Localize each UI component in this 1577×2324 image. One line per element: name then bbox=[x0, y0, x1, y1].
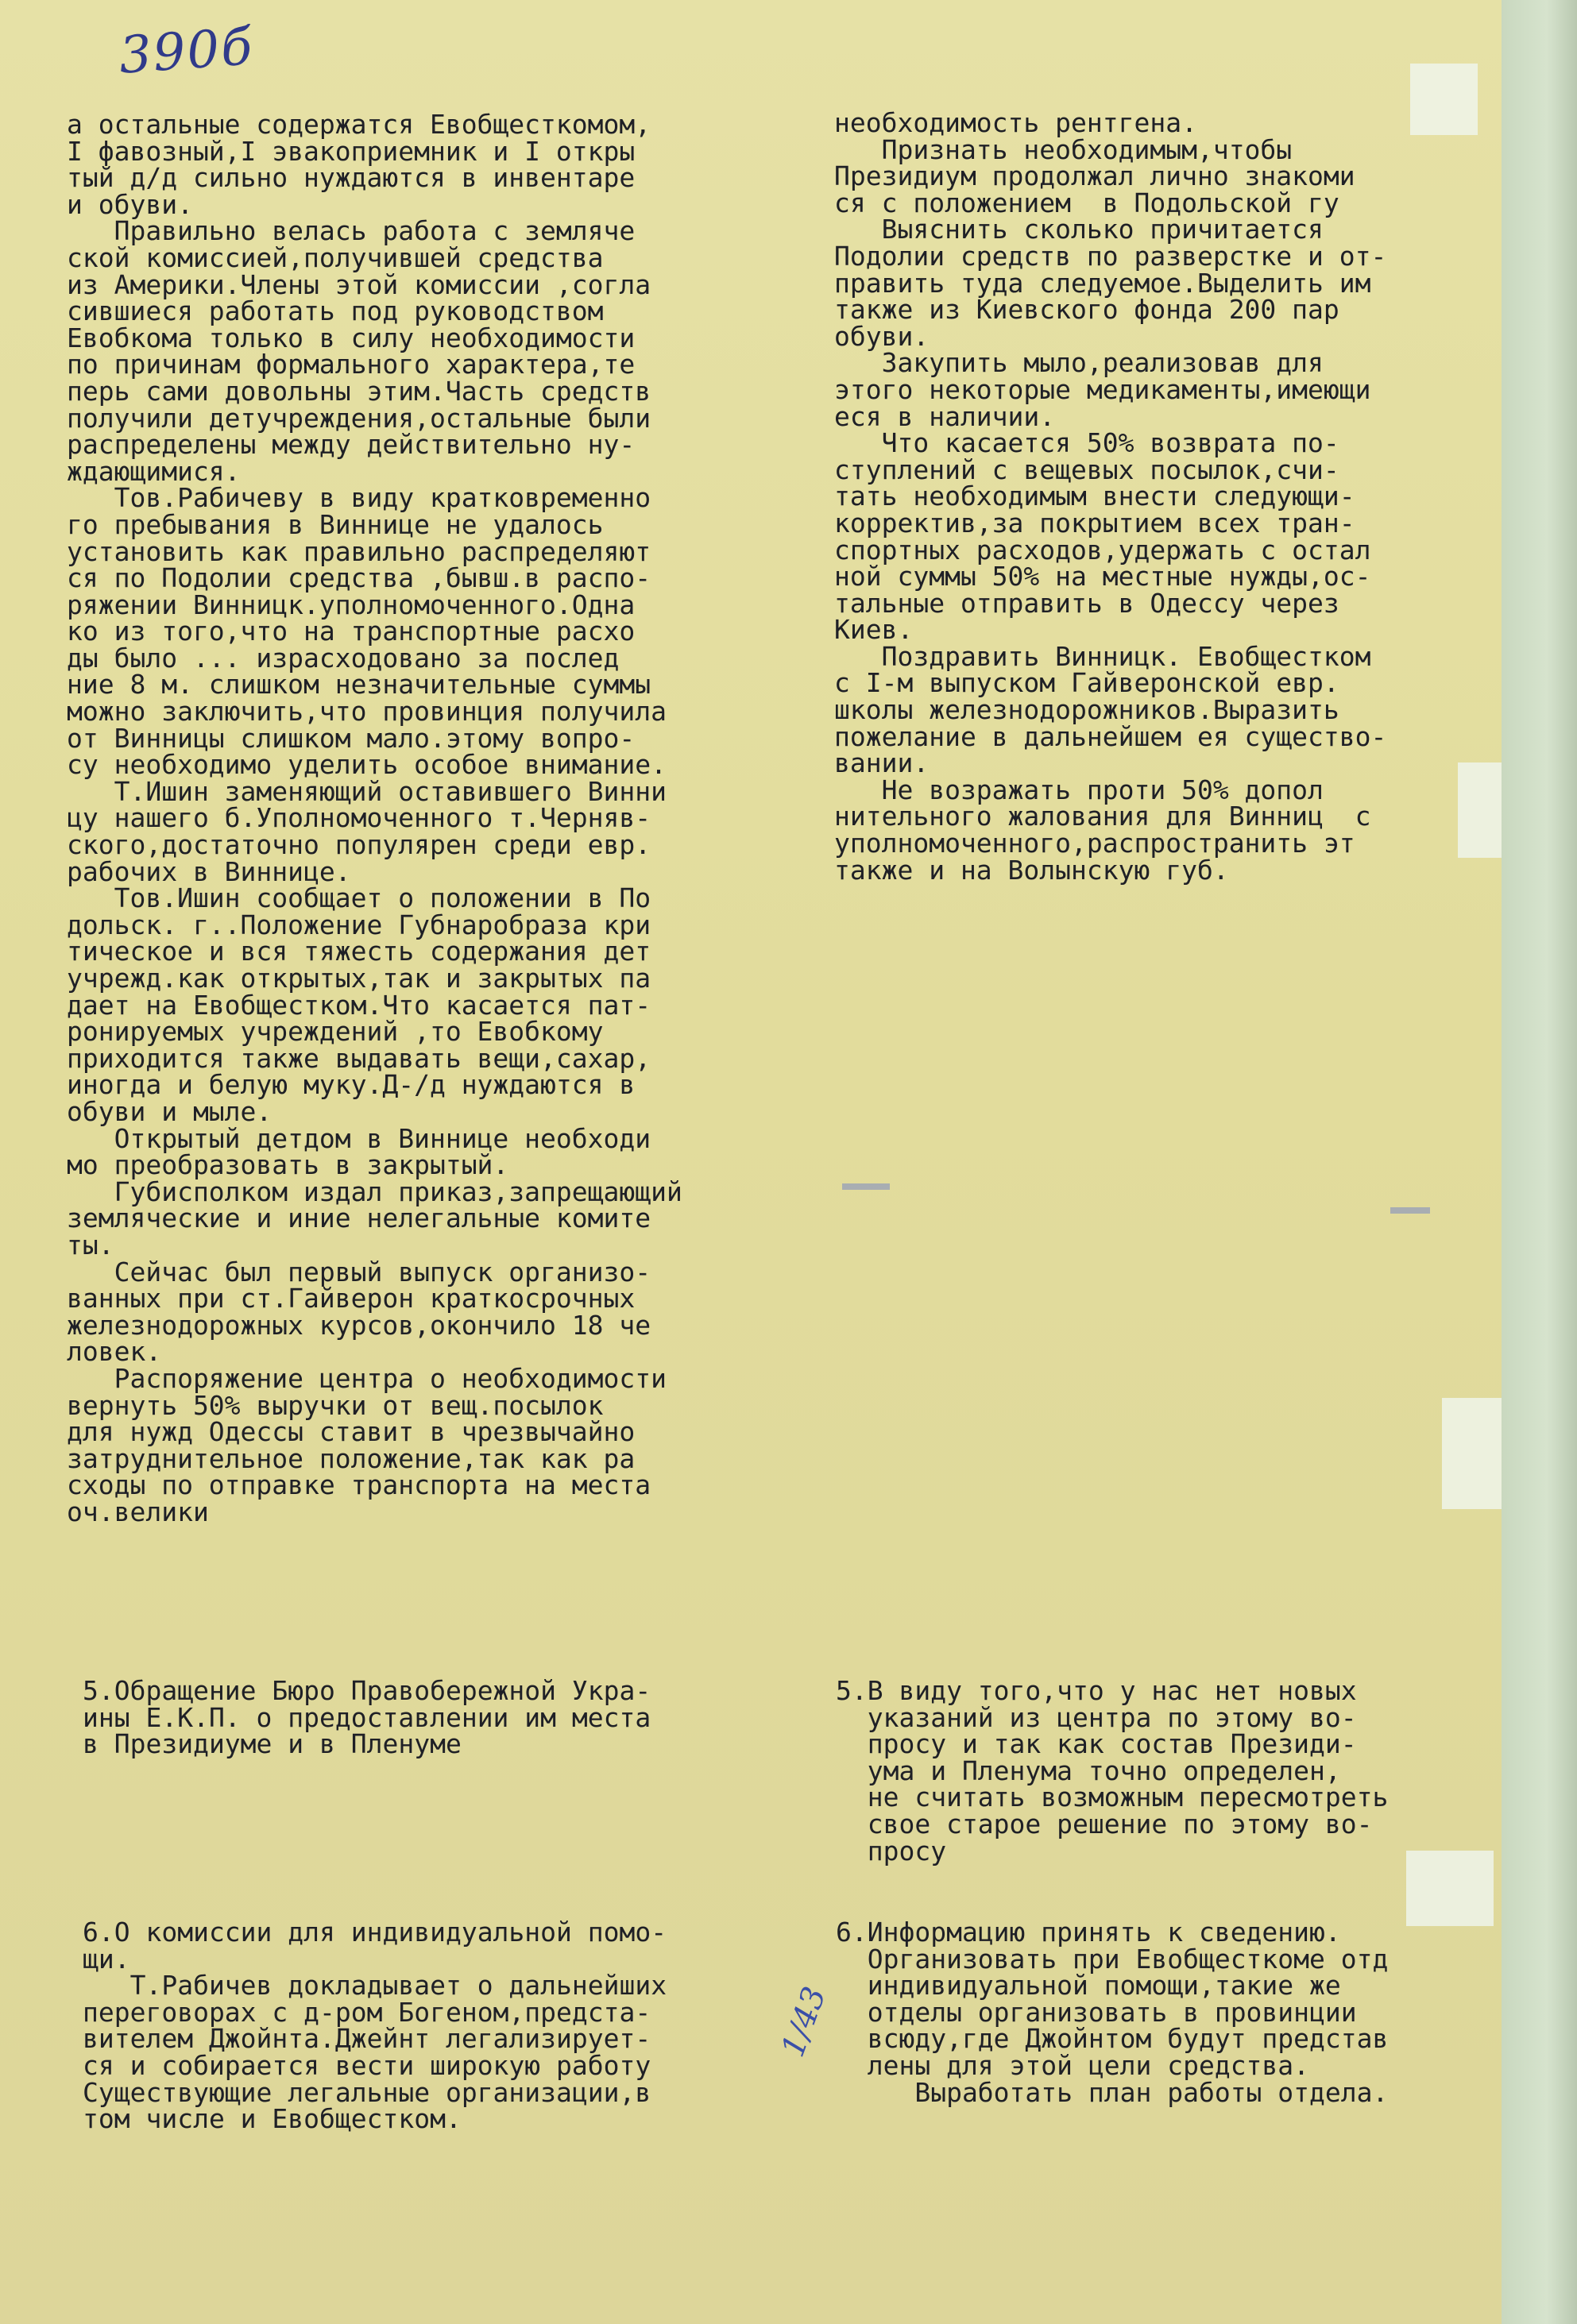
text-line: Распоряжение центра о необходимости bbox=[67, 1362, 667, 1394]
text-line: щи. bbox=[83, 1943, 130, 1975]
backing-sheet bbox=[1502, 0, 1577, 2324]
text-line: Сейчас был первый выпуск организо- bbox=[67, 1256, 651, 1287]
handwritten-marginal-note: 1/43 bbox=[775, 1982, 833, 2062]
text-line: от Винницы слишком мало.этому вопро- bbox=[67, 722, 636, 754]
text-line: можно заключить,что провинция получила bbox=[67, 696, 667, 728]
text-line: школы железнодорожников.Выразить bbox=[834, 694, 1339, 726]
text-line: обуви. bbox=[834, 320, 930, 352]
text-line: дает на Евобщестком.Что касается пат- bbox=[67, 989, 651, 1021]
text-line: ждающимися. bbox=[67, 455, 241, 487]
text-line: ся и собирается вести широкую работу bbox=[83, 2049, 651, 2081]
folio-number: 390б bbox=[117, 17, 256, 86]
text-line: и обуви. bbox=[67, 188, 193, 220]
text-line: Открытый детдом в Виннице необходи bbox=[67, 1122, 651, 1154]
text-line: тать необходимым внести следующи- bbox=[834, 481, 1355, 512]
text-line: Выработать план работы отдела. bbox=[836, 2076, 1389, 2108]
right-column bbox=[834, 107, 1387, 886]
text-line: получили детучреждения,остальные были bbox=[67, 402, 651, 434]
text-line: том числе и Евобщестком. bbox=[83, 2103, 462, 2135]
section6-question bbox=[83, 1919, 667, 2133]
text-line: дольск. г..Положение Губнаробраза кри bbox=[67, 909, 651, 940]
text-line: обуви и мыле. bbox=[67, 1095, 272, 1127]
text-line: Выяснить сколько причитается bbox=[834, 214, 1324, 245]
text-line: I фавозный,I эвакоприемник и I откры bbox=[67, 135, 636, 167]
text-line: тическое и вся тяжесть содержания дет bbox=[67, 936, 651, 967]
text-line: переговорах с д-ром Богеном,предста- bbox=[83, 1996, 651, 2028]
text-line: отделы организовать в провинции bbox=[836, 1996, 1357, 2028]
text-line: ловек. bbox=[67, 1336, 162, 1368]
text-line: рабочих в Виннице. bbox=[67, 855, 351, 887]
text-line: иногда и белую муку.Д-/д нуждаются в bbox=[67, 1069, 636, 1101]
text-line: тальные отправить в Одессу через bbox=[834, 587, 1339, 619]
text-line: править туда следуемое.Выделить им bbox=[834, 267, 1371, 299]
text-line: просу bbox=[836, 1835, 947, 1867]
text-line: Организовать при Евобщесткоме отд bbox=[836, 1943, 1389, 1975]
text-line: Т.Рабичев докладывает о дальнейших bbox=[83, 1970, 667, 2002]
text-line: су необходимо уделить особое внимание. bbox=[67, 749, 667, 781]
blue-pencil-mark bbox=[842, 1183, 890, 1190]
text-line: Что касается 50% возврата по- bbox=[834, 427, 1339, 459]
text-line: Признать необходимым,чтобы bbox=[834, 133, 1293, 165]
text-line: Подолии средств по разверстке и от- bbox=[834, 240, 1387, 272]
text-line: ды было ... израсходовано за послед bbox=[67, 642, 620, 674]
text-line: ся по Подолии средства ,бывш.в распо- bbox=[67, 562, 651, 594]
text-line: также и на Волынскую губ. bbox=[834, 854, 1229, 886]
text-line: индивидуальной помощи,такие же bbox=[836, 1970, 1341, 2002]
text-line: в Президиуме и в Пленуме bbox=[83, 1728, 462, 1760]
text-line: не считать возможным пересмотреть bbox=[836, 1782, 1389, 1813]
text-line: сходы по отправке транспорта на места bbox=[67, 1469, 651, 1501]
paper-stain bbox=[1442, 1398, 1505, 1509]
text-line: Закупить мыло,реализовав для bbox=[834, 347, 1324, 379]
text-line: ума и Пленума точно определен, bbox=[836, 1755, 1341, 1786]
text-line: оч.велики bbox=[67, 1496, 209, 1527]
text-line: Правильно велась работа с земляче bbox=[67, 215, 636, 247]
text-line: затруднительное положение,так как ра bbox=[67, 1442, 636, 1474]
text-line: вителем Джойнта.Джейнт легализирует- bbox=[83, 2023, 651, 2055]
text-line: вании. bbox=[834, 747, 930, 779]
text-line: нительного жалования для Винниц с bbox=[834, 801, 1371, 832]
text-line: 6.О комиссии для индивидуальной помо- bbox=[83, 1917, 667, 1948]
text-line: по причинам формального характера,те bbox=[67, 349, 636, 380]
text-line: необходимость рентгена. bbox=[834, 107, 1197, 138]
text-line: ины Е.К.П. о предоставлении им места bbox=[83, 1701, 651, 1733]
text-line: мо преобразовать в закрытый. bbox=[67, 1149, 509, 1181]
text-line: ся с положением в Подольской гу bbox=[834, 187, 1339, 218]
text-line: сившиеся работать под руководством bbox=[67, 295, 604, 327]
text-line: ванных при ст.Гайверон краткосрочных bbox=[67, 1283, 636, 1314]
text-line: 6.Информацию принять к сведению. bbox=[836, 1917, 1341, 1948]
text-line: для нужд Одессы ставит в чрезвычайно bbox=[67, 1416, 636, 1448]
text-line: распределены между действительно ну- bbox=[67, 429, 636, 461]
text-line: вернуть 50% выручки от вещ.посылок bbox=[67, 1389, 604, 1421]
text-line: Киев. bbox=[834, 614, 914, 646]
text-line: земляческие и иние нелегальные комите bbox=[67, 1203, 651, 1234]
text-line: уполномоченного,распространить эт bbox=[834, 828, 1355, 859]
section5-resolution bbox=[836, 1675, 1389, 1867]
section6-resolution bbox=[836, 1919, 1388, 2106]
text-line: 5.В виду того,что у нас нет новых bbox=[836, 1675, 1357, 1706]
text-line: 5.Обращение Бюро Правобережной Укра- bbox=[83, 1675, 651, 1706]
text-line: Президиум продолжал лично знакоми bbox=[834, 160, 1355, 192]
paper-stain bbox=[1458, 762, 1502, 858]
text-line: ронируемых учреждений ,то Евобкому bbox=[67, 1016, 604, 1048]
text-line: ского,достаточно популярен среди евр. bbox=[67, 829, 651, 861]
text-line: свое старое решение по этому во- bbox=[836, 1808, 1373, 1840]
text-line: Поздравить Винницк. Евобщестком bbox=[834, 640, 1371, 672]
text-line: Тов.Рабичеву в виду кратковременно bbox=[67, 482, 651, 514]
left-column bbox=[67, 111, 682, 1525]
text-line: также из Киевского фонда 200 пар bbox=[834, 294, 1339, 326]
text-line: из Америки.Члены этой комиссии ,согла bbox=[67, 268, 651, 300]
text-line: ты. bbox=[67, 1229, 114, 1260]
text-line: ко из того,что на транспортные расхо bbox=[67, 616, 636, 647]
text-line: цу нашего б.Уполномоченного т.Черняв- bbox=[67, 802, 651, 834]
text-line: Не возражать проти 50% допол bbox=[834, 774, 1324, 805]
text-line: тый д/д сильно нуждаются в инвентаре bbox=[67, 162, 636, 194]
text-line: Существующие легальные организации,в bbox=[83, 2076, 651, 2108]
text-line: железнодорожных курсов,окончило 18 че bbox=[67, 1309, 651, 1341]
text-line: Тов.Ишин сообщает о положении в По bbox=[67, 882, 651, 914]
text-line: с I-м выпуском Гайверонской евр. bbox=[834, 667, 1339, 699]
text-line: ступлений с вещевых посылок,счи- bbox=[834, 454, 1339, 485]
text-line: просу и так как состав Президи- bbox=[836, 1728, 1357, 1760]
text-line: лены для этой цели средства. bbox=[836, 2049, 1310, 2081]
text-line: еся в наличии. bbox=[834, 400, 1056, 432]
text-line: ряжении Винницк.уполномоченного.Одна bbox=[67, 589, 636, 620]
text-line: Евобкома только в силу необходимости bbox=[67, 322, 636, 353]
text-line: приходится также выдавать вещи,сахар, bbox=[67, 1042, 651, 1074]
text-line: всюду,где Джойнтом будут представ bbox=[836, 2023, 1389, 2055]
section5-question bbox=[83, 1677, 651, 1758]
text-line: установить как правильно распределяют bbox=[67, 535, 651, 567]
text-line: ской комиссией,получившей средства bbox=[67, 241, 604, 273]
text-line: этого некоторые медикаменты,имеющи bbox=[834, 373, 1371, 405]
paper-stain bbox=[1410, 64, 1478, 135]
paper-stain bbox=[1406, 1851, 1494, 1926]
text-line: Губисполком издал приказ,запрещающий bbox=[67, 1176, 682, 1207]
blue-pencil-mark bbox=[1390, 1207, 1430, 1214]
text-line: указаний из центра по этому во- bbox=[836, 1701, 1357, 1733]
text-line: а остальные содержатся Евобщесткомом, bbox=[67, 109, 651, 140]
text-line: Т.Ишин заменяющий оставившего Винни bbox=[67, 775, 667, 807]
text-line: корректив,за покрытием всех тран- bbox=[834, 507, 1355, 539]
text-line: спортных расходов,удержать с остал bbox=[834, 534, 1371, 566]
text-line: ние 8 м. слишком незначительные суммы bbox=[67, 669, 651, 701]
text-line: ной суммы 50% на местные нужды,ос- bbox=[834, 561, 1371, 593]
text-line: го пребывания в Виннице не удалось bbox=[67, 508, 604, 540]
text-line: учрежд.как открытых,так и закрытых па bbox=[67, 963, 651, 994]
text-line: пожелание в дальнейшем ея существо- bbox=[834, 720, 1387, 752]
text-line: перь сами довольны этим.Часть средств bbox=[67, 375, 651, 407]
